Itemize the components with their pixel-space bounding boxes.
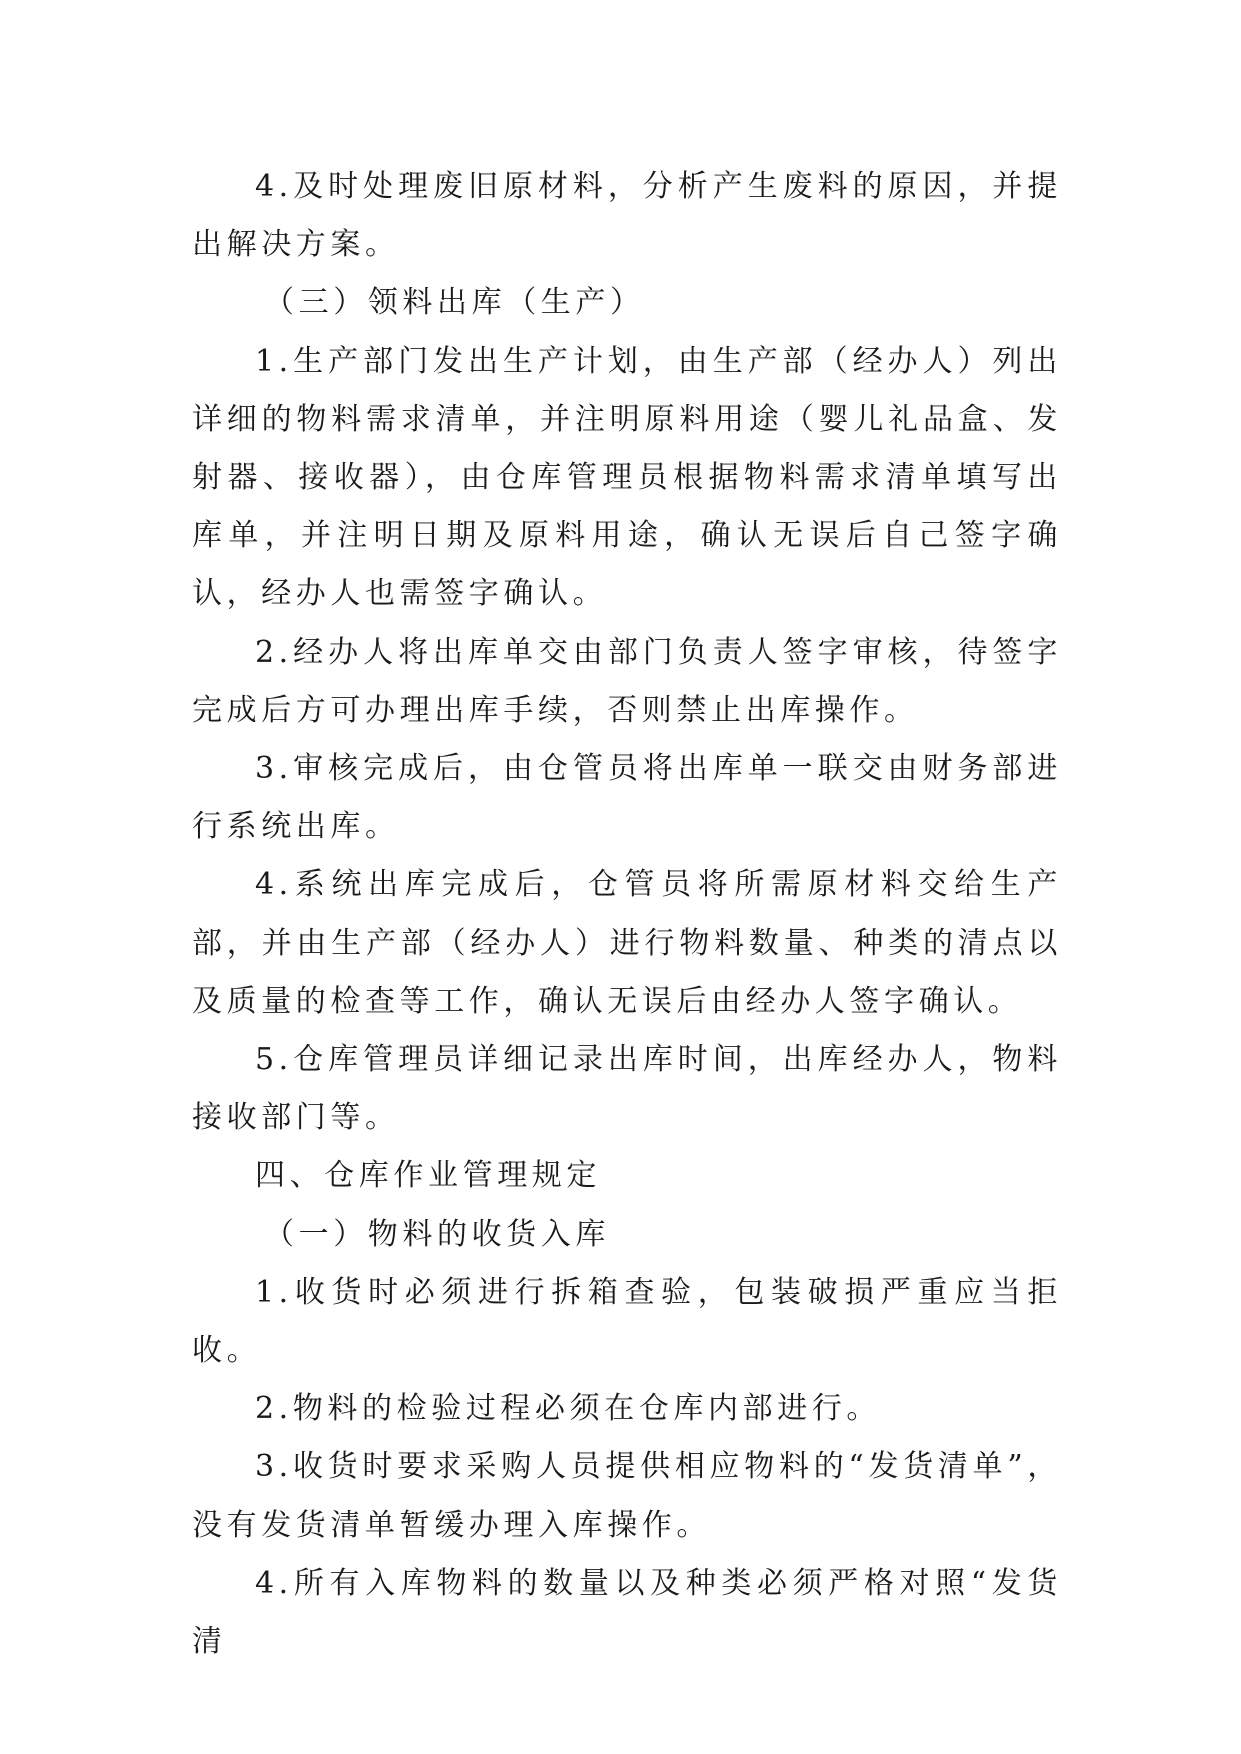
paragraph-receiving-step-3: 3.收货时要求采购人员提供相应物料的“发货清单”，没有发货清单暂缓办理入库操作。 (192, 1449, 1062, 1543)
paragraph-receiving-step-4: 4.所有入库物料的数量以及种类必须严格对照“发货清 (192, 1565, 1062, 1660)
document-body (192, 158, 1062, 1671)
paragraph-receiving-step-1: 1.收货时必须进行拆箱查验，包装破损严重应当拒收。 (192, 1274, 1062, 1369)
paragraph-issue-step-5: 5.仓库管理员详细记录出库时间，出库经办人，物料接收部门等。 (192, 1042, 1062, 1136)
paragraph-scrap-handling: 4.及时处理废旧原材料，分析产生废料的原因，并提出解决方案。 (192, 169, 1062, 263)
paragraph-issue-step-1: 1.生产部门发出生产计划，由生产部（经办人）列出详细的物料需求清单，并注明原料用途（婴儿礼品盒、发射器、接收器），由仓库管理员根据物料需求清单填写出库单，并注明日期及原料用途，确认无误后自己签字确认，经办人也需签字确认。 (192, 343, 1062, 612)
paragraph-receiving-step-2: 2.物料的检验过程必须在仓库内部进行。 (255, 1391, 882, 1427)
section-heading-receiving: （一）物料的收货入库 (264, 1216, 610, 1252)
paragraph-issue-step-3: 3.审核完成后，由仓管员将出库单一联交由财务部进行系统出库。 (192, 751, 1062, 845)
section-heading-material-issue: （三）领料出库（生产） (264, 285, 645, 321)
paragraph-issue-step-4: 4.系统出库完成后，仓管员将所需原材料交给生产部，并由生产部（经办人）进行物料数量、种类的清点以及质量的检查等工作，确认无误后由经办人签字确认。 (192, 867, 1062, 1019)
section-heading-warehouse-rules: 四、仓库作业管理规定 (255, 1158, 601, 1194)
paragraph-issue-step-2: 2.经办人将出库单交由部门负责人签字审核，待签字完成后方可办理出库手续，否则禁止出库操作。 (192, 634, 1062, 728)
